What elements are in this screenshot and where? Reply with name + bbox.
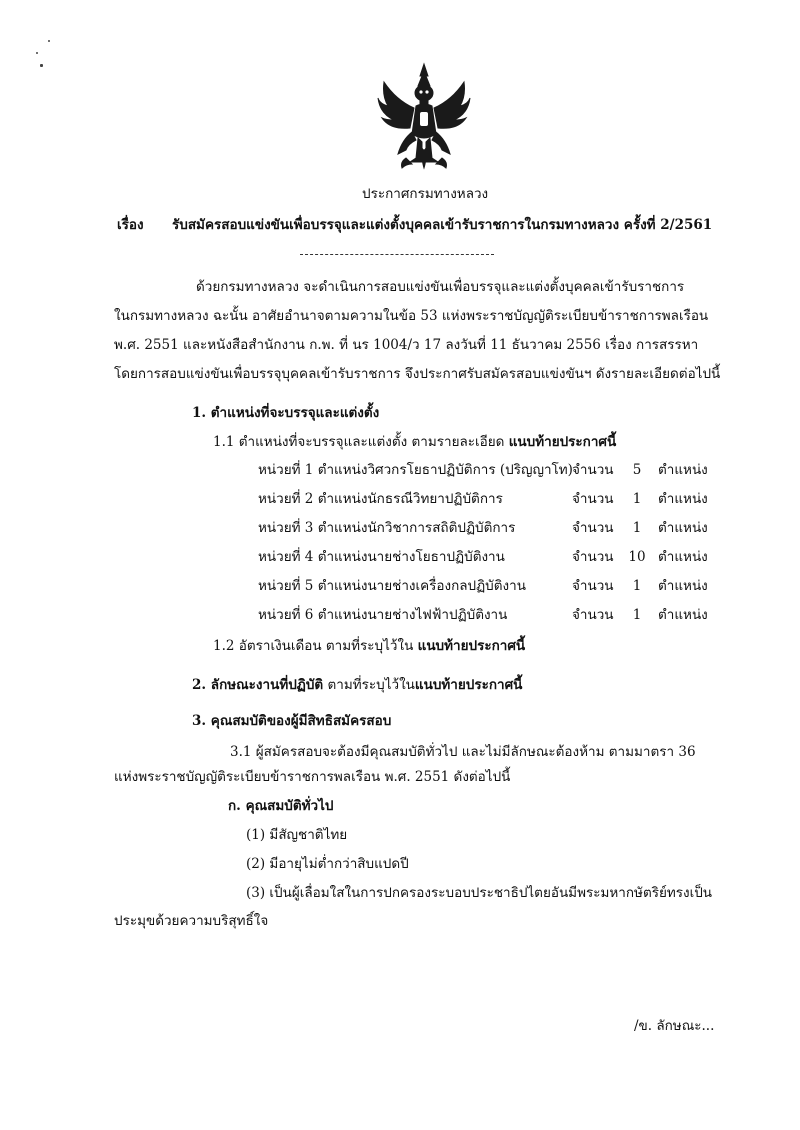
count-label: จำนวน: [572, 520, 614, 536]
count-suffix: ตำแหน่ง: [658, 578, 708, 594]
section-2-text: ตามที่ระบุไว้ใน: [323, 677, 415, 693]
unit-count: 1: [632, 491, 642, 507]
section-1-2-attachment: แนบท้ายประกาศนี้: [417, 638, 526, 654]
count-label: จำนวน: [572, 578, 614, 594]
scan-speck: [36, 52, 38, 54]
section-1-2-line: [213, 637, 525, 655]
unit-row: [258, 546, 708, 568]
count-suffix: ตำแหน่ง: [658, 520, 708, 536]
unit-count: 1: [632, 607, 642, 623]
section-1-2-text: 1.2 อัตราเงินเดือน ตามที่ระบุไว้ใน: [213, 638, 414, 654]
intro-line-4: โดยการสอบแข่งขันเพื่อบรรจุบุคคลเข้ารับราชการ จึงประกาศรับสมัครสอบแข่งขันฯ ดังรายละเอียดต่อไปนี้: [114, 366, 721, 382]
section-3-sub-a: ก. คุณสมบัติทั่วไป: [228, 798, 334, 814]
count-label: จำนวน: [572, 462, 614, 478]
unit-row: [258, 575, 708, 597]
unit-count: 10: [628, 549, 646, 565]
section-2-title: 2. ลักษณะงานที่ปฏิบัติ: [192, 677, 324, 693]
section-1-heading: 1. ตำแหน่งที่จะบรรจุและแต่งตั้ง: [192, 405, 380, 421]
intro-line-3: พ.ศ. 2551 และหนังสือสำนักงาน ก.พ. ที่ นร 1004/ว 17 ลงวันที่ 11 ธันวาคม 2556 เรื่อง การสรรหา: [114, 337, 699, 353]
count-suffix: ตำแหน่ง: [658, 607, 708, 623]
qualification-item-1: (1) มีสัญชาติไทย: [246, 827, 348, 843]
unit-row: [258, 604, 708, 626]
unit-row: [258, 517, 708, 539]
unit-name: หน่วยที่ 3 ตำแหน่งนักวิชาการสถิติปฏิบัติการ: [258, 520, 516, 536]
garuda-emblem-icon: [376, 62, 472, 170]
section-3-heading: 3. คุณสมบัติของผู้มีสิทธิสมัครสอบ: [192, 713, 392, 729]
intro-line-1: ด้วยกรมทางหลวง จะดำเนินการสอบแข่งขันเพื่อบรรจุและแต่งตั้งบุคคลเข้ารับราชการ: [196, 279, 685, 295]
count-suffix: ตำแหน่ง: [658, 462, 708, 478]
scan-speck: [48, 40, 50, 42]
scan-speck: [40, 64, 43, 67]
unit-name: หน่วยที่ 4 ตำแหน่งนายช่างโยธาปฏิบัติงาน: [258, 549, 505, 565]
section-3-1-line-1: 3.1 ผู้สมัครสอบจะต้องมีคุณสมบัติทั่วไป และไม่มีลักษณะต้องห้าม ตามมาตรา 36: [230, 744, 696, 760]
section-1-1-text: 1.1 ตำแหน่งที่จะบรรจุและแต่งตั้ง ตามรายละเอียด: [213, 434, 505, 450]
qualification-item-2: (2) มีอายุไม่ต่ำกว่าสิบแปดปี: [246, 856, 409, 872]
announcement-title: ประกาศกรมทางหลวง: [362, 186, 489, 202]
section-1-1-line: [213, 433, 616, 451]
unit-row: [258, 488, 708, 510]
qualification-item-3-line-1: (3) เป็นผู้เลื่อมใสในการปกครองระบอบประชาธิปไตยอันมีพระมหากษัตริย์ทรงเป็น: [246, 885, 713, 901]
subject-label: เรื่อง: [117, 217, 144, 233]
unit-row: [258, 459, 708, 481]
count-suffix: ตำแหน่ง: [658, 491, 708, 507]
unit-count: 1: [632, 578, 642, 594]
section-3-1-line-2: แห่งพระราชบัญญัติระเบียบข้าราชการพลเรือน พ.ศ. 2551 ดังต่อไปนี้: [114, 769, 511, 785]
unit-name: หน่วยที่ 5 ตำแหน่งนายช่างเครื่องกลปฏิบัติงาน: [258, 578, 526, 594]
continuation-note: /ข. ลักษณะ...: [634, 1018, 715, 1034]
count-label: จำนวน: [572, 607, 614, 623]
section-2-attachment: แนบท้ายประกาศนี้: [414, 677, 523, 693]
section-1-1-attachment: แนบท้ายประกาศนี้: [508, 434, 617, 450]
unit-count: 5: [632, 462, 642, 478]
count-label: จำนวน: [572, 549, 614, 565]
unit-name: หน่วยที่ 1 ตำแหน่งวิศวกรโยธาปฏิบัติการ (ปริญญาโท): [258, 462, 573, 478]
unit-name: หน่วยที่ 6 ตำแหน่งนายช่างไฟฟ้าปฏิบัติงาน: [258, 607, 508, 623]
qualification-item-3-line-2: ประมุขด้วยความบริสุทธิ์ใจ: [114, 913, 269, 929]
section-2-heading: [192, 676, 522, 694]
count-label: จำนวน: [572, 491, 614, 507]
unit-count: 1: [632, 520, 642, 536]
subject-text: รับสมัครสอบแข่งขันเพื่อบรรจุและแต่งตั้งบุคคลเข้ารับราชการในกรมทางหลวง ครั้งที่ 2/2561: [172, 217, 713, 233]
title-divider: [300, 254, 494, 255]
count-suffix: ตำแหน่ง: [658, 549, 708, 565]
intro-line-2: ในกรมทางหลวง ฉะนั้น อาศัยอำนาจตามความในข้อ 53 แห่งพระราชบัญญัติระเบียบข้าราชการพลเรือน: [114, 308, 709, 324]
unit-name: หน่วยที่ 2 ตำแหน่งนักธรณีวิทยาปฏิบัติการ: [258, 491, 503, 507]
